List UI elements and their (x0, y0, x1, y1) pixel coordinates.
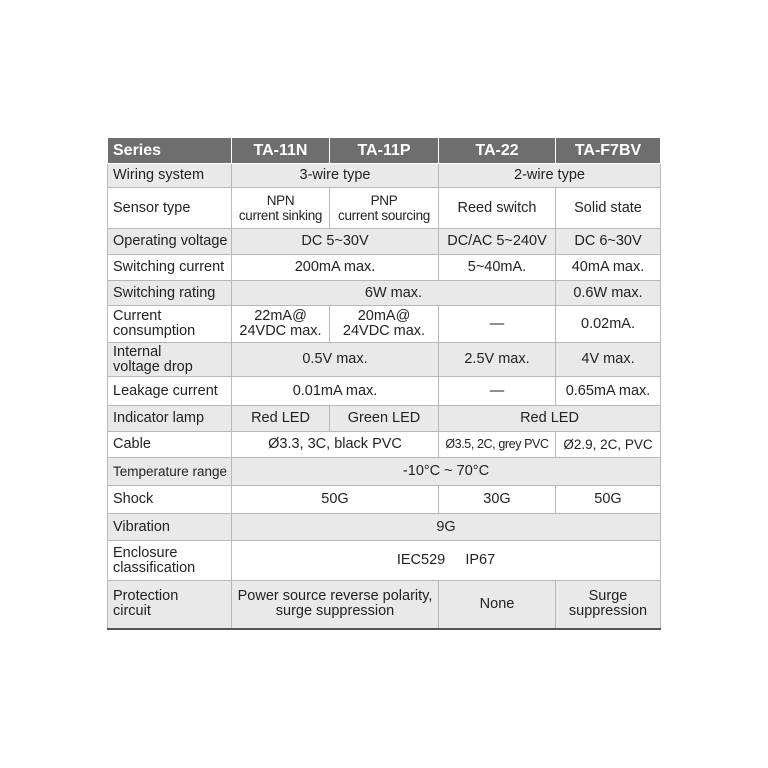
cell-sensor-ta11n (232, 188, 330, 229)
row-wiring-system (108, 164, 661, 188)
cell-sensor-ta22: Reed switch (439, 188, 556, 229)
cell-shock-ta22: 30G (439, 486, 556, 514)
cell-opvolt-ta22: DC/AC 5~240V (439, 229, 556, 255)
consumption-ta11n-line2: 24VDC max. (239, 323, 322, 339)
sensor-ta11p-line2: current sourcing (338, 208, 430, 223)
row-sensor-type (108, 188, 661, 229)
sensor-ta11n-line1: NPN (266, 193, 295, 208)
label-enclosure-line2: classification (113, 559, 196, 576)
row-protection (108, 581, 661, 629)
row-switching-rating (108, 281, 661, 306)
label-switching-current: Switching current (108, 255, 232, 281)
row-temperature-range (108, 458, 661, 486)
cell-protection-taf7bv (556, 581, 661, 629)
cell-cable-taf7bv: Ø2.9, 2C, PVC (556, 432, 661, 458)
cell-protection-ta11 (232, 581, 439, 629)
series-header: Series (108, 138, 232, 164)
cell-shock-taf7bv: 50G (556, 486, 661, 514)
model-header-ta11p: TA-11P (330, 138, 439, 164)
label-current-consumption-line2: consumption (113, 323, 196, 339)
model-header-ta22: TA-22 (439, 138, 556, 164)
label-protection (108, 581, 232, 629)
cell-protection-ta22: None (439, 581, 556, 629)
label-switching-rating: Switching rating (108, 281, 232, 306)
cell-lamp-ta11n: Red LED (232, 406, 330, 432)
cell-swrating-ta11-ta22: 6W max. (232, 281, 556, 306)
spec-table (107, 138, 661, 630)
protection-taf7bv-line2: suppression (568, 603, 648, 620)
label-protection-line1: Protection (113, 588, 179, 605)
consumption-ta11p-line1: 20mA@ (357, 308, 411, 324)
row-switching-current (108, 255, 661, 281)
label-internal-voltage-drop (108, 343, 232, 377)
row-current-consumption (108, 306, 661, 343)
label-wiring-system: Wiring system (108, 164, 232, 188)
protection-ta11-line1: Power source reverse polarity, (237, 588, 433, 605)
cell-enclosure-all: IEC529 IP67 (232, 541, 661, 581)
row-indicator-lamp (108, 406, 661, 432)
label-indicator-lamp: Indicator lamp (108, 406, 232, 432)
cell-sensor-taf7bv: Solid state (556, 188, 661, 229)
cell-consumption-ta22: — (439, 306, 556, 343)
cell-lamp-ta22-taf7bv: Red LED (439, 406, 661, 432)
label-shock: Shock (108, 486, 232, 514)
label-voltage-drop-line1: Internal (113, 343, 162, 360)
model-header-ta11n: TA-11N (232, 138, 330, 164)
consumption-ta11p-line2: 24VDC max. (342, 323, 426, 339)
cell-wiring-3wire: 3-wire type (232, 164, 439, 188)
cell-consumption-taf7bv: 0.02mA. (556, 306, 661, 343)
row-operating-voltage (108, 229, 661, 255)
cell-consumption-ta11n (232, 306, 330, 343)
label-sensor-type: Sensor type (108, 188, 232, 229)
label-enclosure (108, 541, 232, 581)
sensor-ta11n-line2: current sinking (238, 208, 323, 223)
row-cable (108, 432, 661, 458)
cell-vibration-all: 9G (232, 514, 661, 541)
label-leakage-current: Leakage current (108, 377, 232, 406)
cell-leakage-taf7bv: 0.65mA max. (556, 377, 661, 406)
row-vibration (108, 514, 661, 541)
cell-consumption-ta11p (330, 306, 439, 343)
cell-vdrop-ta11: 0.5V max. (232, 343, 439, 377)
label-current-consumption-line1: Current (113, 308, 162, 324)
row-enclosure (108, 541, 661, 581)
cell-swrating-taf7bv: 0.6W max. (556, 281, 661, 306)
cell-leakage-ta22: — (439, 377, 556, 406)
protection-ta11-line2: surge suppression (275, 603, 395, 620)
label-temperature-range: Temperature range (108, 458, 232, 486)
cell-lamp-ta11p: Green LED (330, 406, 439, 432)
cell-swcurrent-ta22: 5~40mA. (439, 255, 556, 281)
label-cable: Cable (108, 432, 232, 458)
consumption-ta11n-line1: 22mA@ (254, 308, 307, 324)
protection-taf7bv-line1: Surge (588, 588, 628, 605)
header-row (108, 138, 661, 164)
cell-wiring-2wire: 2-wire type (439, 164, 661, 188)
cell-opvolt-ta11: DC 5~30V (232, 229, 439, 255)
sensor-ta11p-line1: PNP (370, 193, 398, 208)
cell-cable-ta22: Ø3.5, 2C, grey PVC (439, 432, 556, 458)
cell-swcurrent-taf7bv: 40mA max. (556, 255, 661, 281)
row-leakage-current (108, 377, 661, 406)
label-current-consumption (108, 306, 232, 343)
cell-leakage-ta11: 0.01mA max. (232, 377, 439, 406)
cell-vdrop-taf7bv: 4V max. (556, 343, 661, 377)
model-header-taf7bv: TA-F7BV (556, 138, 661, 164)
label-vibration: Vibration (108, 514, 232, 541)
label-operating-voltage: Operating voltage (108, 229, 232, 255)
cell-vdrop-ta22: 2.5V max. (439, 343, 556, 377)
label-voltage-drop-line2: voltage drop (113, 358, 193, 375)
label-protection-line2: circuit (113, 603, 151, 620)
cell-shock-ta11: 50G (232, 486, 439, 514)
cell-temperature-all: -10°C ~ 70°C (232, 458, 661, 486)
cell-cable-ta11: Ø3.3, 3C, black PVC (232, 432, 439, 458)
row-internal-voltage-drop (108, 343, 661, 377)
row-shock (108, 486, 661, 514)
cell-swcurrent-ta11: 200mA max. (232, 255, 439, 281)
cell-sensor-ta11p (330, 188, 439, 229)
cell-opvolt-taf7bv: DC 6~30V (556, 229, 661, 255)
label-enclosure-line1: Enclosure (113, 544, 178, 561)
